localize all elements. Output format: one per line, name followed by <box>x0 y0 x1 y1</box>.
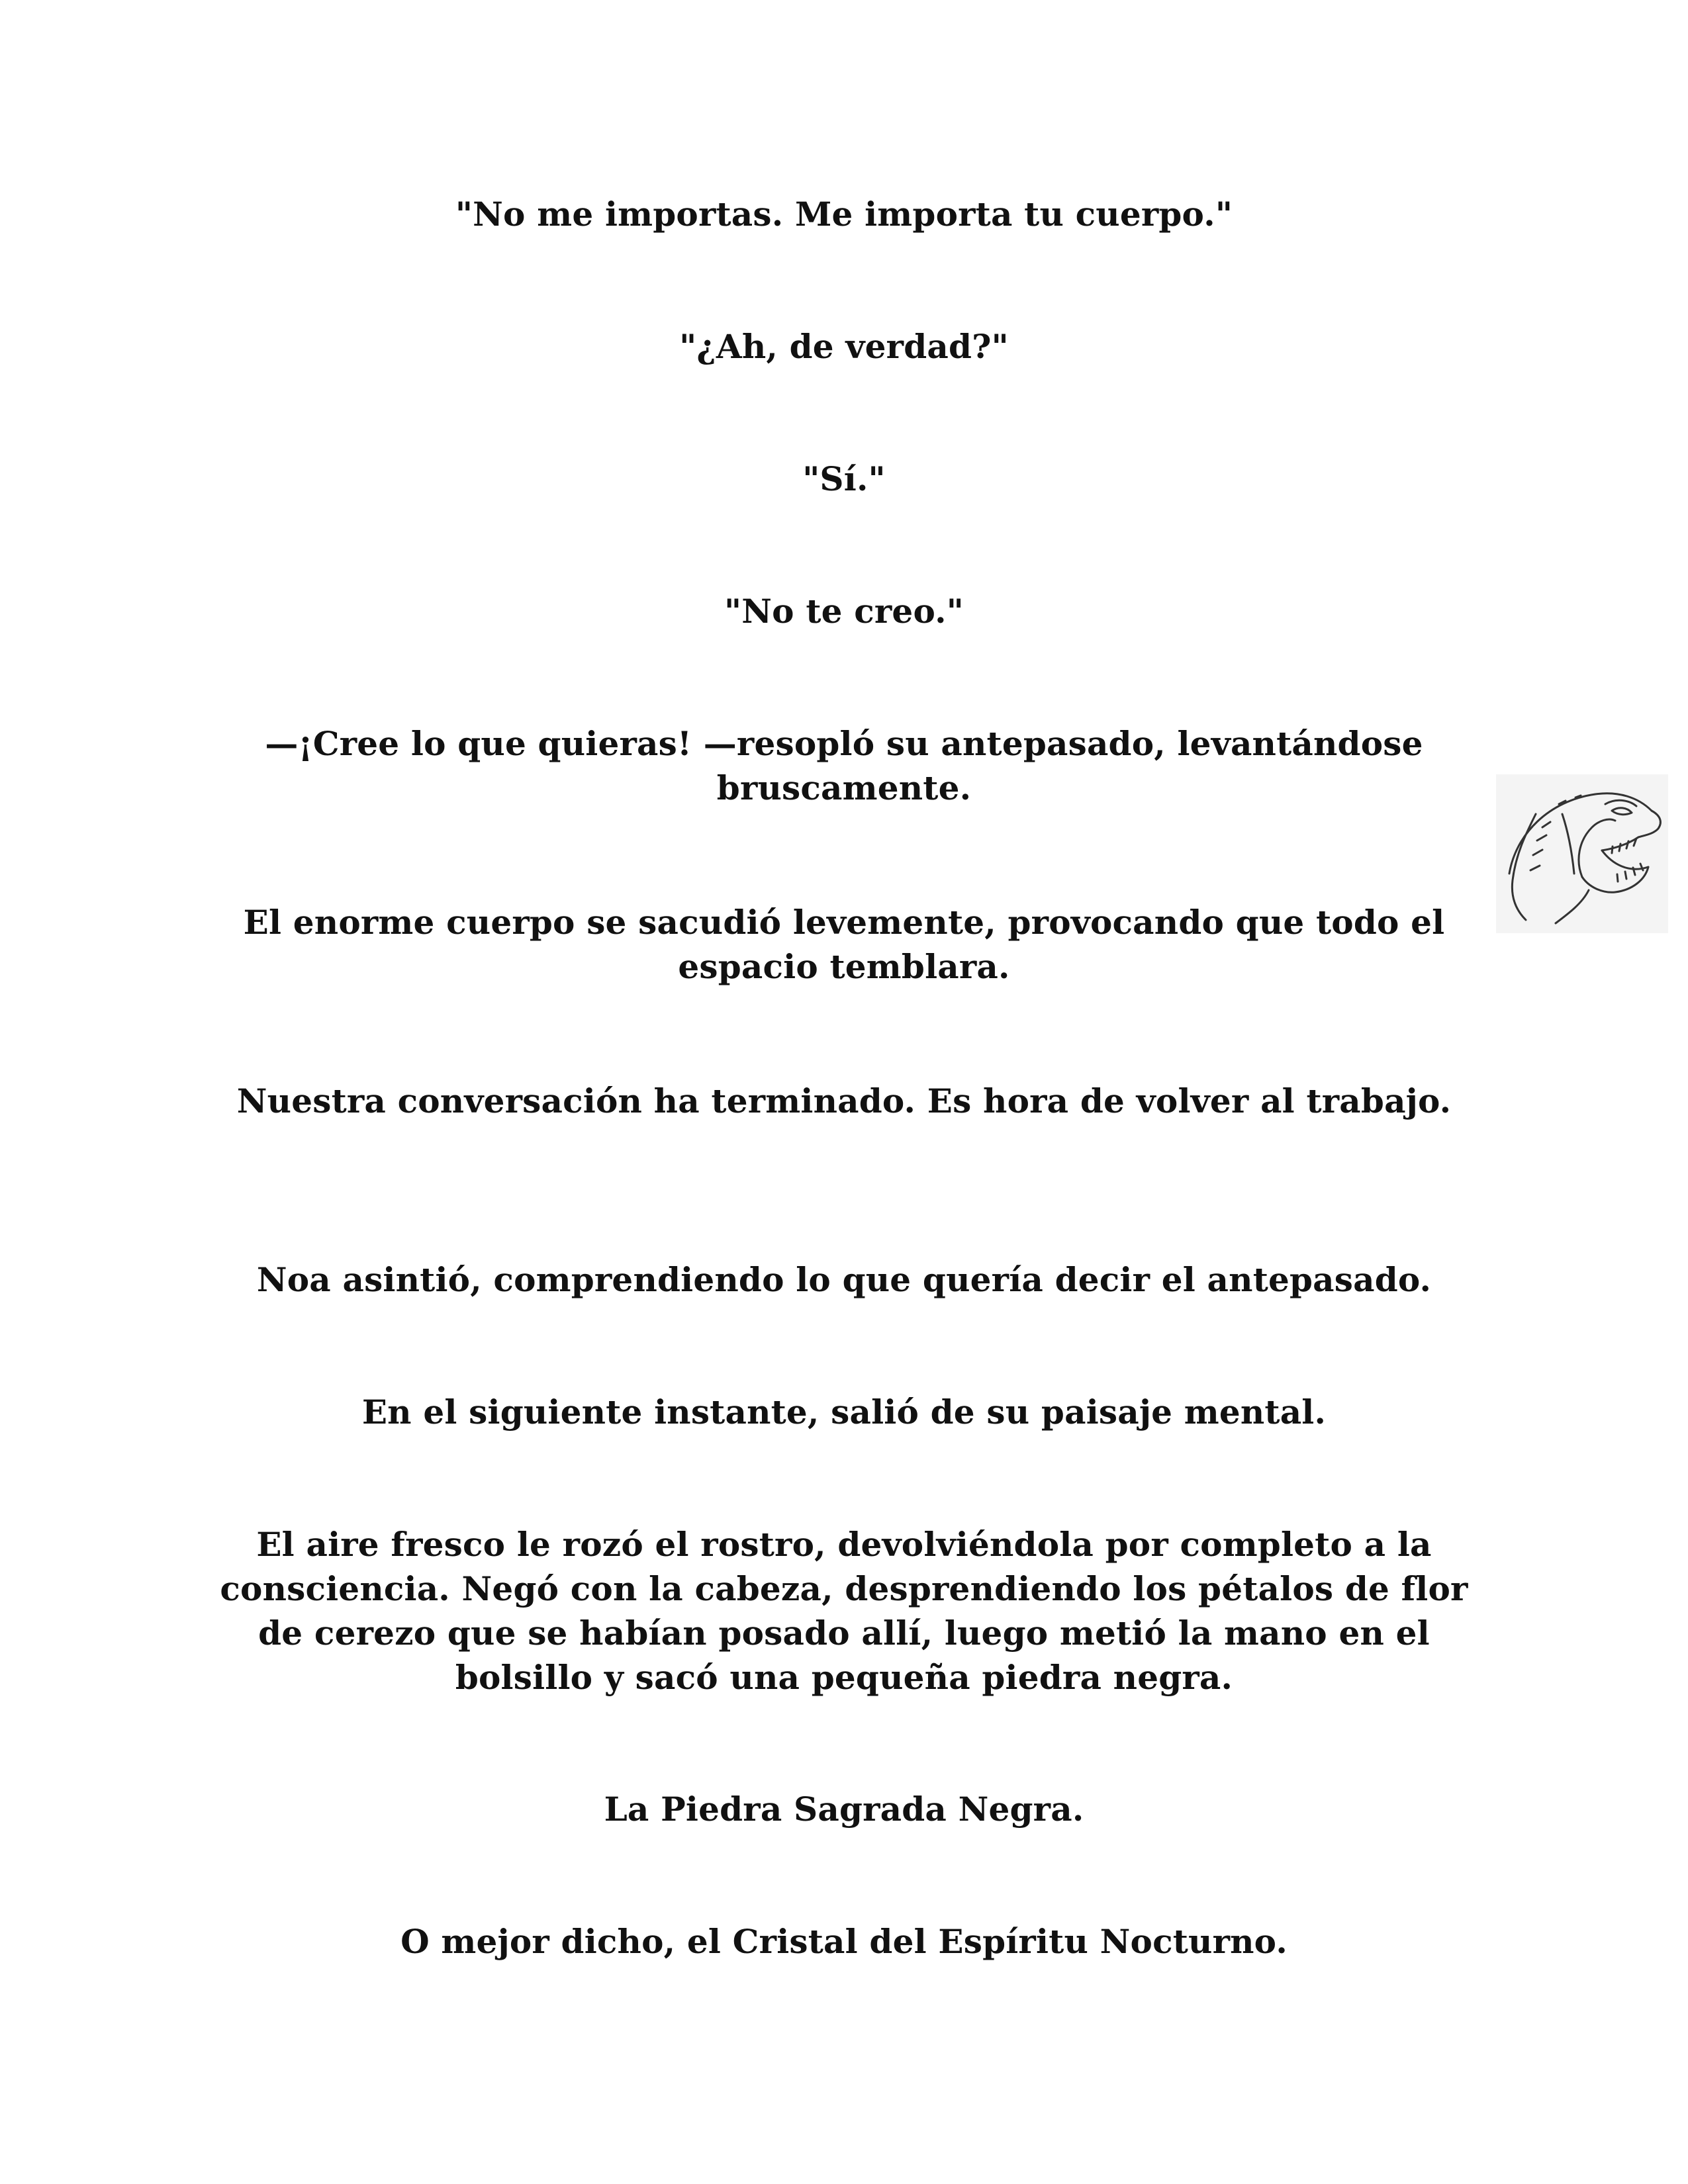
dinosaur-head-sketch-icon <box>1496 774 1668 933</box>
paragraph-1: "No me importas. Me importa tu cuerpo." <box>455 195 1233 234</box>
paragraph-7: Nuestra conversación ha terminado. Es hora de volver al trabajo. <box>236 1081 1452 1120</box>
paragraph-9: En el siguiente instante, salió de su paisaje mental. <box>361 1392 1327 1432</box>
paragraph-3: "Sí." <box>802 459 886 498</box>
paragraph-10: El aire fresco le rozó el rostro, devolviéndola por completo a la consciencia. Negó con la cabeza, desprendiendo los pétalos de flor de cerezo que se habían posado allí, luego metió la mano en el bolsillo y sacó una pequeña piedra negra. <box>220 1525 1468 1697</box>
paragraph-8: Noa asintió, comprendiendo lo que quería decir el antepasado. <box>256 1260 1432 1299</box>
paragraph-11: La Piedra Sagrada Negra. <box>604 1790 1084 1829</box>
paragraph-12: O mejor dicho, el Cristal del Espíritu Nocturno. <box>400 1922 1288 1961</box>
paragraph-6: El enorme cuerpo se sacudió levemente, provocando que todo el espacio temblara. <box>243 903 1445 986</box>
paragraph-4: "No te creo." <box>724 592 964 631</box>
paragraph-5: —¡Cree lo que quieras! —resopló su antepasado, levantándose bruscamente. <box>265 724 1423 807</box>
paragraph-2: "¿Ah, de verdad?" <box>679 327 1009 366</box>
